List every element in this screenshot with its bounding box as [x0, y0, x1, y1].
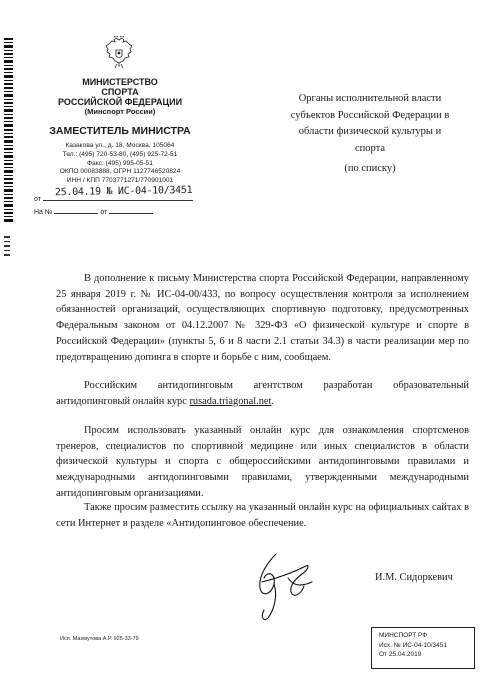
paragraph-3: Просим использовать указанный онлайн курс для ознакомления спортсменов тренеров, специалистов по спортивной медицине или иных специалистов в области физической культуры и спорта с общероссийскими антидопинговыми правилами и международными антидопинговыми правилами, утвержденными международными антидопинговым организациями. — [56, 425, 469, 499]
outgoing-prefix: от — [34, 196, 41, 203]
phone-line: Тел.: (495) 720-53-80, (495) 925-72-51 — [62, 151, 178, 158]
executor-note: Исп. Махмутова А.Р. 925-33-79 — [60, 636, 139, 642]
scan-marks — [4, 236, 10, 260]
stamp-line-1: МИНСПОРТ РФ — [379, 632, 428, 639]
handwritten-outgoing-number: 25.04.19 № ИС-04-10/3451 — [54, 184, 193, 199]
paragraph-2-end: . — [271, 395, 275, 407]
ref-date-underline — [109, 205, 153, 214]
stamp-line-2: Исх. № ИС-04-10/3451 — [379, 641, 447, 649]
course-link[interactable]: rusada.triagonal.net — [189, 395, 272, 407]
signer-name: И.М. Сидоркевич — [375, 572, 453, 583]
coat-of-arms-emblem — [103, 36, 135, 70]
ref-number-underline — [54, 205, 98, 214]
ministry-short-name: (Минспорт России) — [84, 107, 156, 116]
ministry-name-line-1: МИНИСТЕРСТВО — [82, 77, 158, 87]
paragraph-1: В дополнение к письму Министерства спорта Российской Федерации, направленному 25 января 2019 г. № ИС-04-00/433, по вопросу осуществления контроля за исполнением обязанностей организаций, осуществляющих спортивную подготовку, предусмотренных Федеральным законом от 04.12.2007 № 329-ФЗ «О физической культуре и спорте в Российской Федерации» (пункты 5, 6 и 8 части 2.1 статьи 34.3) в части реализации мер по предотвращению допинга в спорте и борьбе с ним, сообщаем. — [56, 273, 469, 363]
addressee-line: спорта — [354, 142, 386, 154]
fax-line: Факс: (495) 995-05-51 — [87, 160, 153, 167]
by-list-note: (по списку) — [344, 163, 396, 174]
addressee-line: Органы исполнительной власти — [298, 93, 442, 104]
paragraph-2 — [56, 378, 469, 409]
paragraph-4: Также просим разместить ссылку на указанный онлайн курс на официальных сайтах в сети Интернет в разделе «Антидопинговое обеспечение. — [56, 502, 469, 529]
address-line: Казакова ул., д. 18, Москва, 105064 — [65, 142, 175, 149]
okpo-ogrn-line: ОКПО 00083888, ОГРН 1127746520824 — [59, 168, 181, 175]
paragraph-2-text: Российским антидопинговым агентством разработан образовательный антидопинговый онлайн курс — [56, 380, 469, 407]
deputy-minister-title: ЗАМЕСТИТЕЛЬ МИНИСТРА — [49, 125, 191, 137]
ministry-name-line-3: РОССИЙСКОЙ ФЕДЕРАЦИИ — [57, 97, 183, 107]
stamp-line-3: От 25.04.2019 — [379, 651, 422, 658]
reference-number-field — [34, 205, 153, 216]
inn-kpp-line: ИНН / КПП 7703771271/770901001 — [66, 177, 174, 184]
registration-stamp — [371, 627, 475, 669]
addressee-block — [265, 91, 475, 157]
addressee-line: субъектов Российской Федерации в — [290, 109, 450, 121]
ref-mid: от — [100, 209, 108, 216]
ministry-name-line-2: СПОРТА — [101, 87, 139, 97]
barcode — [4, 38, 13, 223]
ref-prefix: На № — [34, 209, 53, 216]
signature-scribble — [238, 548, 318, 623]
addressee-line: области физической культуры и — [298, 126, 442, 137]
